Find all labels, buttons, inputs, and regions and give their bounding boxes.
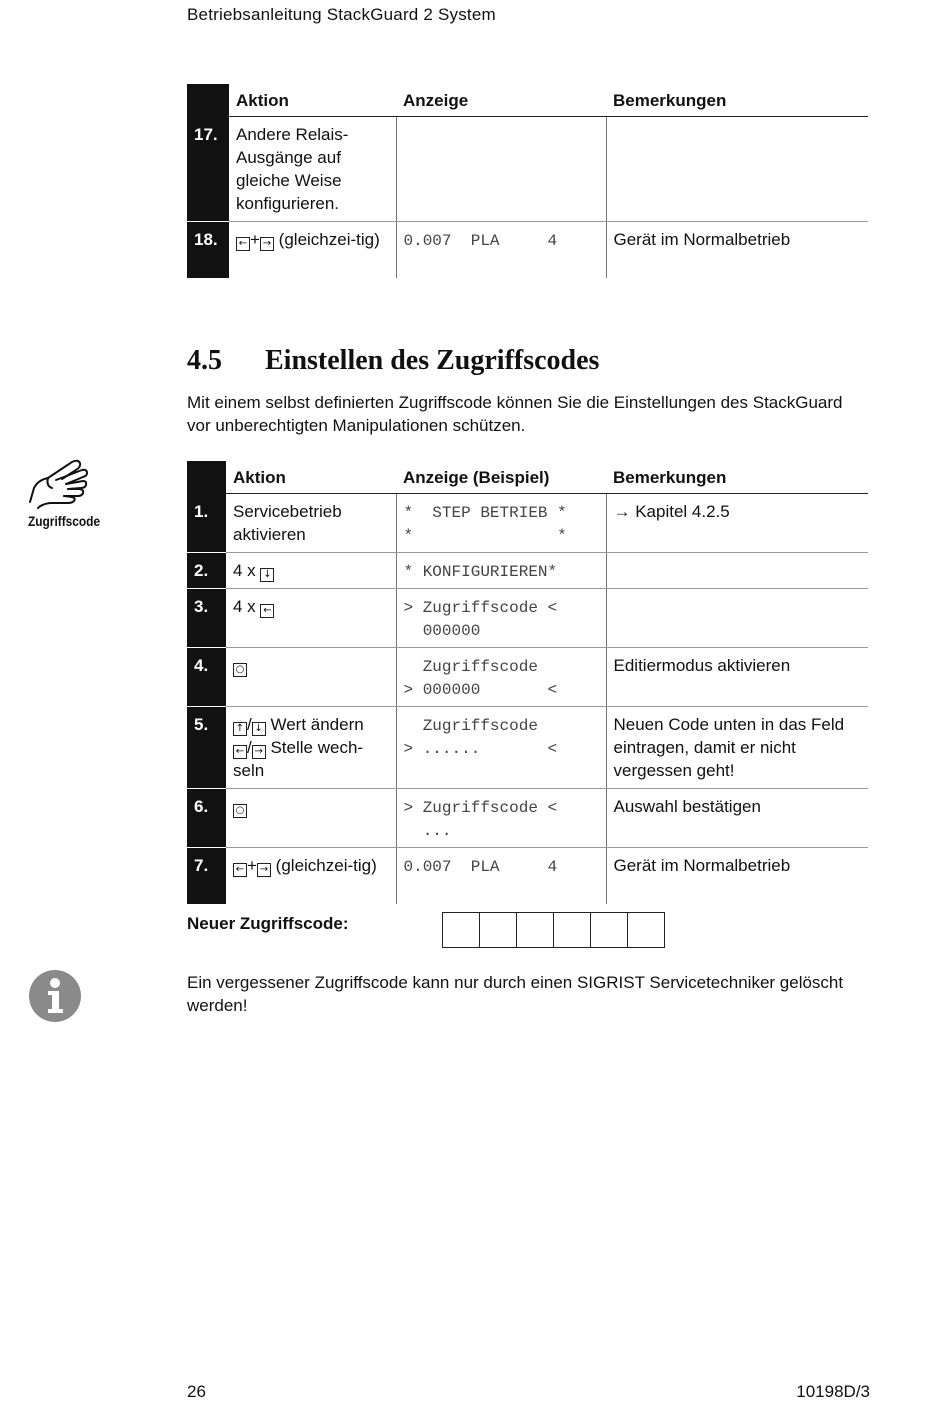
step-aktion: Andere Relais-Ausgänge auf gleiche Weise konfigurieren.: [229, 117, 396, 222]
step-bemerkung: Gerät im Normalbetrieb: [613, 230, 791, 249]
step-number: 5.: [187, 707, 226, 789]
step-aktion: [226, 707, 396, 789]
step-aktion-text: Stelle wech-seln: [233, 738, 364, 780]
step-anzeige: [396, 648, 606, 707]
key-left-icon: ←: [236, 237, 250, 251]
step-number: 2.: [187, 553, 226, 589]
table-row: [187, 222, 868, 278]
step-aktion: [226, 553, 396, 589]
step-number: 7.: [187, 848, 226, 904]
margin-label: Zugriffscode: [28, 513, 101, 529]
step-aktion-text: (gleichzei-tig): [278, 230, 380, 249]
num-header: [187, 84, 229, 117]
key-down-icon: ↓: [252, 722, 266, 736]
header-bemerkungen: Bemerkungen: [606, 84, 868, 117]
step-aktion-line: ← / → Stelle wech-seln: [233, 738, 364, 780]
table-row: [187, 707, 868, 789]
step-aktion: ← + → (gleichzei-tig): [229, 222, 396, 278]
step-bemerkung: Gerät im Normalbetrieb: [613, 856, 791, 875]
code-digit-box: [553, 912, 591, 948]
step-anzeige: [396, 553, 606, 589]
key-ok-icon: ○: [233, 804, 247, 818]
step-bemerkung: → Kapitel 4.2.5: [606, 494, 868, 553]
step-anzeige: [396, 848, 606, 904]
key-down-icon: ↓: [260, 568, 274, 582]
step-anzeige: [396, 589, 606, 648]
key-right-icon: →: [252, 745, 266, 759]
page-header: Betriebsanleitung StackGuard 2 System: [187, 5, 496, 24]
key-right-icon: →: [260, 237, 274, 251]
header-aktion: Aktion: [226, 461, 396, 494]
table-row: [187, 494, 868, 553]
info-text: Ein vergessener Zugriffscode kann nur durch einen SIGRIST Servicetechniker gelöscht werden!: [187, 973, 844, 1015]
lcd-display: Zugriffscode > ...... <: [403, 717, 558, 758]
section-title: [187, 345, 599, 377]
step-aktion: [226, 789, 396, 848]
lcd-display: * KONFIGURIEREN*: [403, 563, 558, 581]
pointing-hand-icon: [26, 458, 116, 515]
table-row: [187, 117, 868, 222]
header-bemerkungen: Bemerkungen: [606, 461, 868, 494]
step-aktion-text: Wert ändern: [270, 715, 364, 734]
table-header-row: [187, 461, 868, 494]
step-anzeige: [396, 222, 606, 278]
lcd-display: > Zugriffscode < ...: [403, 799, 558, 840]
code-digit-box: [627, 912, 665, 948]
code-digit-box: [479, 912, 517, 948]
step-bemerkung: Neuen Code unten in das Feld eintragen, damit er nicht vergessen geht!: [606, 707, 868, 789]
step-aktion-text: 4 x: [233, 561, 256, 580]
lcd-display: 0.007 PLA 4: [403, 858, 558, 876]
step-anzeige: [396, 789, 606, 848]
key-ok-icon: ○: [233, 663, 247, 677]
code-digit-box: [516, 912, 554, 948]
step-anzeige: [396, 117, 606, 222]
page-number: 26: [187, 1382, 206, 1401]
step-bemerkung: [606, 553, 868, 589]
section-intro: Mit einem selbst definierten Zugriffscode können Sie die Einstellungen des StackGuard vor unberechtigten Manipulationen schützen.: [187, 393, 843, 435]
lcd-display: Zugriffscode > 000000 <: [403, 658, 558, 699]
steps-table-2: [187, 461, 868, 904]
step-aktion-line: ↑ / ↓ Wert ändern: [233, 713, 389, 736]
table-row: [187, 789, 868, 848]
step-bemerkung: [606, 117, 868, 222]
lcd-display: 0.007 PLA 4: [403, 232, 558, 250]
step-number: 18.: [187, 222, 229, 278]
key-right-icon: →: [257, 863, 271, 877]
header-anzeige: Anzeige: [396, 84, 606, 117]
step-anzeige: [396, 707, 606, 789]
step-aktion: [226, 648, 396, 707]
step-bemerkung: [606, 589, 868, 648]
step-aktion-text: (gleichzei-tig): [275, 856, 377, 875]
code-digit-box: [442, 912, 480, 948]
table-row: [187, 848, 868, 904]
step-aktion: ← + → (gleichzei-tig): [226, 848, 396, 904]
code-entry-label: Neuer Zugriffscode:: [187, 914, 349, 933]
header-anzeige: Anzeige (Beispiel): [396, 461, 606, 494]
key-left-icon: ←: [260, 604, 274, 618]
step-number: 1.: [187, 494, 226, 553]
step-anzeige: [396, 494, 606, 553]
step-number: 4.: [187, 648, 226, 707]
step-bemerkung: Auswahl bestätigen: [606, 789, 868, 848]
table-row: [187, 553, 868, 589]
table-row: [187, 648, 868, 707]
lcd-display: * STEP BETRIEB * * *: [403, 504, 567, 545]
step-aktion: [226, 589, 396, 648]
step-aktion: Servicebetrieb aktivieren: [226, 494, 396, 553]
section-title-text: Einstellen des Zugriffscodes: [265, 345, 600, 376]
document-id: 10198D/3: [796, 1382, 870, 1401]
key-up-icon: ↑: [233, 722, 247, 736]
lcd-display: > Zugriffscode < 000000: [403, 599, 558, 640]
info-icon: [28, 969, 82, 1028]
step-number: 17.: [187, 117, 229, 222]
step-number: 6.: [187, 789, 226, 848]
table-header-row: [187, 84, 868, 117]
key-left-icon: ←: [233, 745, 247, 759]
step-aktion-text: 4 x: [233, 597, 256, 616]
section-number: 4.5: [187, 345, 222, 376]
table-row: [187, 589, 868, 648]
key-left-icon: ←: [233, 863, 247, 877]
num-header: [187, 461, 226, 494]
step-bemerkung: Editiermodus aktivieren: [606, 648, 868, 707]
code-digit-box: [590, 912, 628, 948]
steps-table-1: [187, 84, 868, 278]
code-entry-boxes: [442, 912, 664, 948]
header-aktion: Aktion: [229, 84, 396, 117]
step-number: 3.: [187, 589, 226, 648]
